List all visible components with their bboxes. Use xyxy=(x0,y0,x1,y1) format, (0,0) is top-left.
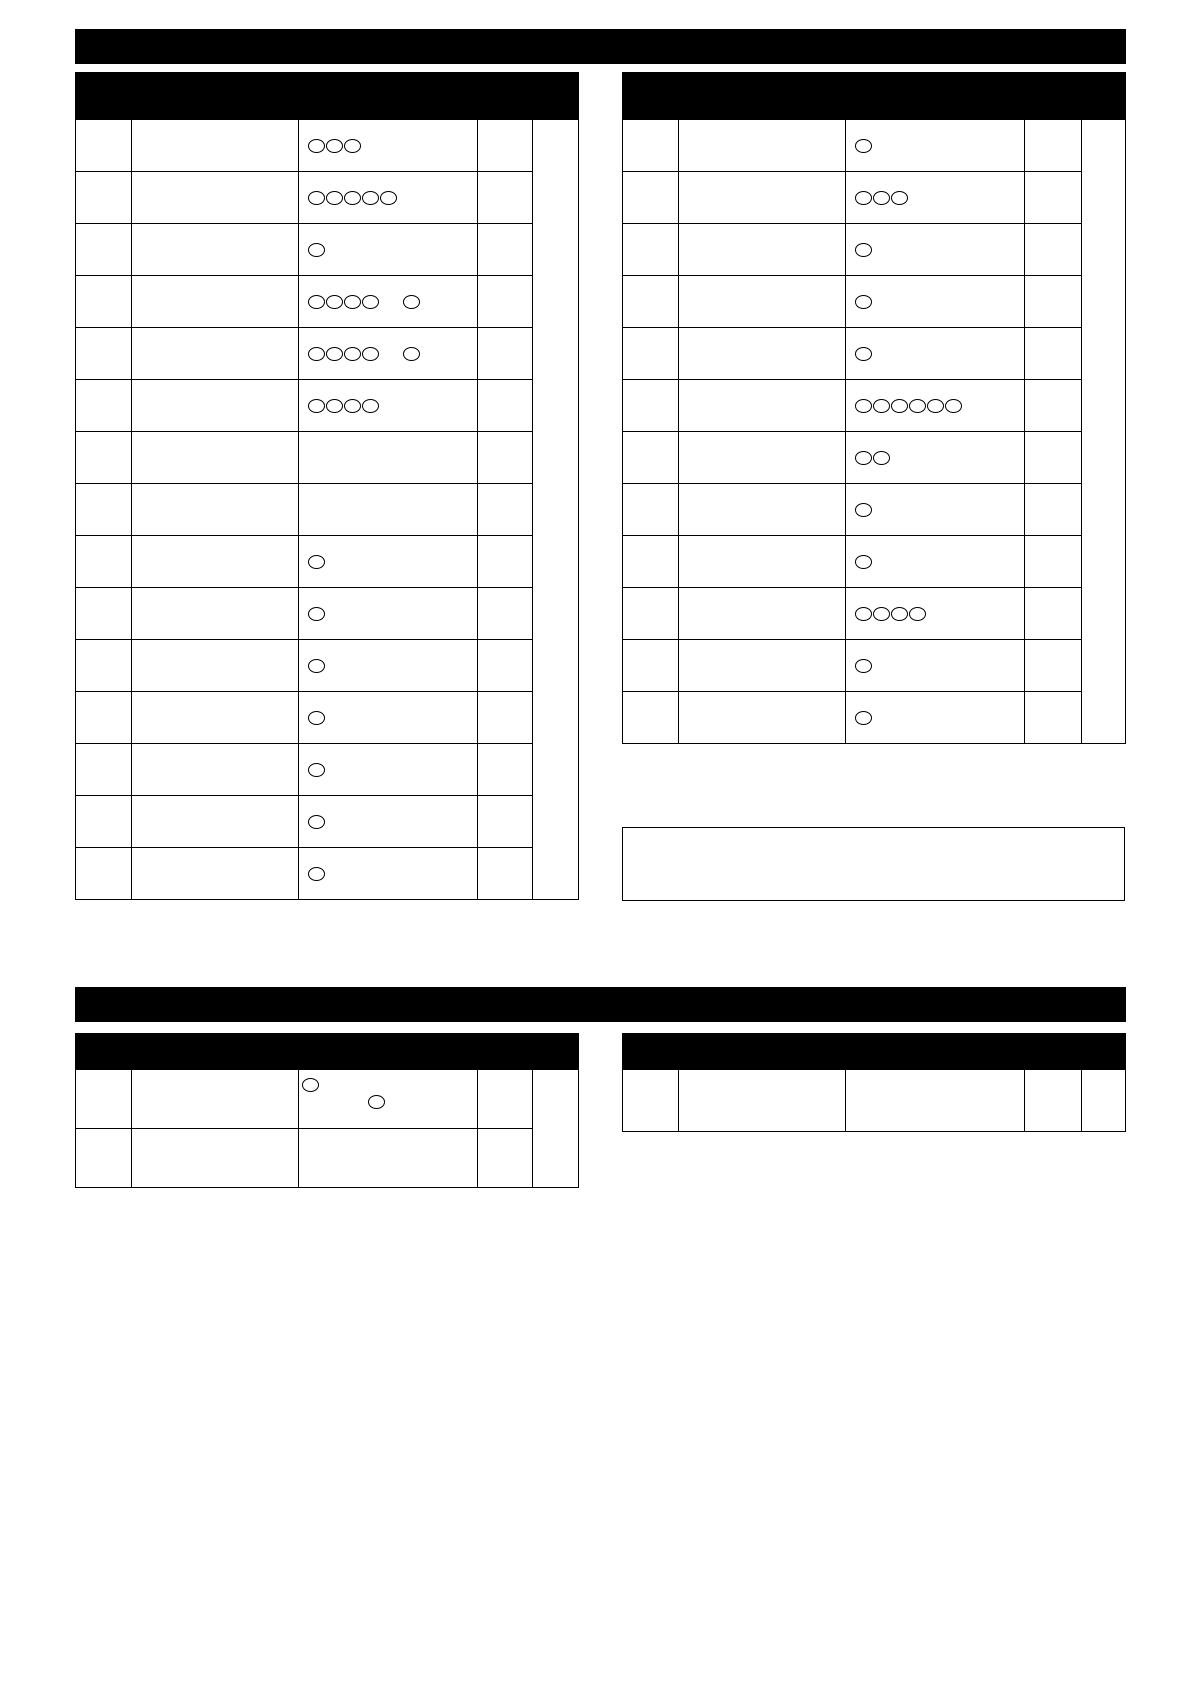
marks-cell xyxy=(846,276,1025,328)
value-cell xyxy=(478,536,533,588)
header-cell xyxy=(1025,73,1082,120)
number-cell xyxy=(76,328,132,380)
circle-mark-icon xyxy=(308,607,325,621)
table-row xyxy=(623,172,1126,224)
circle-mark-icon xyxy=(344,399,361,413)
value-cell xyxy=(478,120,533,172)
table-header-row xyxy=(76,1034,579,1070)
marks-cell xyxy=(299,120,478,172)
header-cell xyxy=(299,1034,478,1070)
number-cell xyxy=(76,744,132,796)
header-cell xyxy=(76,73,132,120)
merged-cell xyxy=(533,120,579,900)
section-2-right-table xyxy=(622,1033,1126,1132)
header-cell xyxy=(533,73,579,120)
item-cell xyxy=(679,120,846,172)
circle-mark-icon xyxy=(326,139,343,153)
marks-cell xyxy=(846,380,1025,432)
circle-mark-icon xyxy=(909,607,926,621)
value-cell xyxy=(1025,380,1082,432)
circle-mark-icon xyxy=(855,555,872,569)
table-row xyxy=(76,640,579,692)
number-cell xyxy=(76,536,132,588)
table-row xyxy=(623,276,1126,328)
circle-mark-icon xyxy=(308,815,325,829)
value-cell xyxy=(478,484,533,536)
item-cell xyxy=(132,172,299,224)
marks-cell xyxy=(846,692,1025,744)
number-cell xyxy=(623,380,679,432)
number-cell xyxy=(76,276,132,328)
number-cell xyxy=(623,224,679,276)
value-cell xyxy=(478,432,533,484)
item-cell xyxy=(679,172,846,224)
table-row xyxy=(623,432,1126,484)
item-cell xyxy=(679,536,846,588)
number-cell xyxy=(623,276,679,328)
table-row xyxy=(76,796,579,848)
number-cell xyxy=(623,1070,679,1132)
header-cell xyxy=(132,1034,299,1070)
number-cell xyxy=(623,172,679,224)
circle-mark-icon xyxy=(855,659,872,673)
value-cell xyxy=(1025,1070,1082,1132)
number-cell xyxy=(76,224,132,276)
header-cell xyxy=(1025,1034,1082,1070)
marks-cell xyxy=(299,692,478,744)
circle-mark-icon xyxy=(344,347,361,361)
value-cell xyxy=(1025,692,1082,744)
circle-mark-icon xyxy=(855,503,872,517)
section-1-right-table xyxy=(622,72,1126,744)
header-cell xyxy=(299,73,478,120)
marks-cell xyxy=(299,1129,478,1188)
marks-group xyxy=(299,243,477,257)
marks-group xyxy=(299,711,477,725)
table-header-row xyxy=(76,73,579,120)
circle-mark-icon xyxy=(855,399,872,413)
value-cell xyxy=(478,640,533,692)
circle-mark-icon xyxy=(308,295,325,309)
table-row xyxy=(623,640,1126,692)
value-cell xyxy=(478,224,533,276)
extra-cell xyxy=(1082,1070,1126,1132)
item-cell xyxy=(679,1070,846,1132)
header-cell xyxy=(478,1034,533,1070)
table-row xyxy=(76,1129,579,1188)
item-cell xyxy=(132,484,299,536)
value-cell xyxy=(1025,484,1082,536)
header-cell xyxy=(623,1034,679,1070)
marks-group xyxy=(299,139,477,153)
marks-group xyxy=(299,815,477,829)
marks-group xyxy=(846,555,1024,569)
header-cell xyxy=(478,73,533,120)
circle-mark-icon xyxy=(873,607,890,621)
circle-mark-icon xyxy=(308,139,325,153)
table-row xyxy=(76,848,579,900)
number-cell xyxy=(76,692,132,744)
marks-group xyxy=(846,399,1024,413)
table-row xyxy=(76,432,579,484)
table-row xyxy=(76,224,579,276)
circle-mark-icon xyxy=(362,295,379,309)
marks-group xyxy=(299,763,477,777)
item-cell xyxy=(679,432,846,484)
item-cell xyxy=(132,224,299,276)
table-row xyxy=(76,484,579,536)
header-cell xyxy=(1082,73,1126,120)
marks-cell xyxy=(846,224,1025,276)
marks-cell xyxy=(299,848,478,900)
number-cell xyxy=(76,640,132,692)
item-cell xyxy=(132,744,299,796)
circle-mark-icon xyxy=(891,607,908,621)
circle-mark-icon xyxy=(362,399,379,413)
circle-mark-icon xyxy=(308,555,325,569)
item-cell xyxy=(679,224,846,276)
number-cell xyxy=(76,588,132,640)
marks-group xyxy=(846,451,1024,465)
table-row xyxy=(76,588,579,640)
circle-mark-icon xyxy=(344,191,361,205)
circle-mark-icon xyxy=(362,347,379,361)
value-cell xyxy=(1025,120,1082,172)
marks-cell xyxy=(846,640,1025,692)
value-cell xyxy=(1025,640,1082,692)
circle-mark-icon xyxy=(873,451,890,465)
item-cell xyxy=(132,120,299,172)
circle-mark-icon xyxy=(344,295,361,309)
table-row xyxy=(76,744,579,796)
table-row xyxy=(623,536,1126,588)
circle-mark-icon xyxy=(855,711,872,725)
value-cell xyxy=(478,796,533,848)
circle-mark-icon xyxy=(891,191,908,205)
value-cell xyxy=(1025,536,1082,588)
marks-group xyxy=(299,399,477,413)
value-cell xyxy=(478,744,533,796)
circle-mark-icon xyxy=(927,399,944,413)
value-cell xyxy=(1025,588,1082,640)
header-cell xyxy=(76,1034,132,1070)
table-row xyxy=(76,380,579,432)
section-1-left-table xyxy=(75,72,579,900)
number-cell xyxy=(76,848,132,900)
number-cell xyxy=(76,432,132,484)
marks-group xyxy=(299,1070,477,1128)
section-2-left-table xyxy=(75,1033,579,1188)
value-cell xyxy=(478,588,533,640)
marks-cell xyxy=(846,328,1025,380)
circle-mark-icon xyxy=(362,191,379,205)
item-cell xyxy=(132,848,299,900)
circle-mark-icon xyxy=(855,191,872,205)
value-cell xyxy=(478,328,533,380)
number-cell xyxy=(76,1129,132,1188)
number-cell xyxy=(623,120,679,172)
marks-group xyxy=(299,191,477,205)
marks-group xyxy=(299,867,477,881)
circle-mark-icon xyxy=(891,399,908,413)
circle-mark-icon xyxy=(855,607,872,621)
table-row xyxy=(623,484,1126,536)
value-cell xyxy=(1025,224,1082,276)
number-cell xyxy=(623,640,679,692)
item-cell xyxy=(132,536,299,588)
item-cell xyxy=(679,588,846,640)
table-row xyxy=(623,224,1126,276)
marks-cell xyxy=(846,432,1025,484)
circle-mark-icon xyxy=(403,347,420,361)
marks-group xyxy=(846,347,1024,361)
item-cell xyxy=(679,484,846,536)
table-row xyxy=(76,172,579,224)
table-row xyxy=(76,120,579,172)
table-header-row xyxy=(623,1034,1126,1070)
circle-mark-icon xyxy=(308,659,325,673)
item-cell xyxy=(679,692,846,744)
marks-group xyxy=(846,659,1024,673)
marks-cell xyxy=(299,380,478,432)
item-cell xyxy=(132,432,299,484)
number-cell xyxy=(76,172,132,224)
item-cell xyxy=(132,796,299,848)
value-cell xyxy=(478,692,533,744)
item-cell xyxy=(679,276,846,328)
header-cell xyxy=(623,73,679,120)
circle-mark-icon xyxy=(873,191,890,205)
item-cell xyxy=(132,380,299,432)
marks-cell xyxy=(299,536,478,588)
circle-mark-icon xyxy=(308,763,325,777)
marks-cell xyxy=(846,536,1025,588)
marks-cell xyxy=(299,432,478,484)
circle-mark-icon xyxy=(308,347,325,361)
marks-cell xyxy=(846,1070,1025,1132)
marks-cell xyxy=(299,172,478,224)
value-cell xyxy=(478,276,533,328)
marks-group xyxy=(846,503,1024,517)
value-cell xyxy=(478,1129,533,1188)
number-cell xyxy=(76,380,132,432)
circle-mark-icon xyxy=(368,1095,385,1109)
merged-cell xyxy=(1082,120,1126,744)
item-cell xyxy=(132,328,299,380)
merged-cell xyxy=(533,1070,579,1188)
table-row xyxy=(623,588,1126,640)
circle-mark-icon xyxy=(403,295,420,309)
circle-mark-icon xyxy=(326,347,343,361)
number-cell xyxy=(623,328,679,380)
header-cell xyxy=(846,73,1025,120)
circle-mark-icon xyxy=(855,243,872,257)
circle-mark-icon xyxy=(302,1078,319,1092)
marks-cell xyxy=(299,1070,478,1129)
section-1-header-bar xyxy=(75,29,1126,64)
table-header-row xyxy=(623,73,1126,120)
circle-mark-icon xyxy=(308,867,325,881)
circle-mark-icon xyxy=(308,191,325,205)
value-cell xyxy=(478,172,533,224)
marks-group xyxy=(299,555,477,569)
table-row xyxy=(76,328,579,380)
circle-mark-icon xyxy=(380,191,397,205)
number-cell xyxy=(623,536,679,588)
item-cell xyxy=(679,640,846,692)
value-cell xyxy=(478,380,533,432)
header-cell xyxy=(533,1034,579,1070)
table-row xyxy=(623,380,1126,432)
value-cell xyxy=(1025,432,1082,484)
circle-mark-icon xyxy=(855,295,872,309)
header-cell xyxy=(1082,1034,1126,1070)
number-cell xyxy=(623,432,679,484)
header-cell xyxy=(679,73,846,120)
marks-group xyxy=(299,295,477,309)
circle-mark-icon xyxy=(308,711,325,725)
marks-group xyxy=(846,607,1024,621)
marks-cell xyxy=(299,588,478,640)
number-cell xyxy=(76,484,132,536)
marks-group xyxy=(846,295,1024,309)
marks-cell xyxy=(299,796,478,848)
item-cell xyxy=(132,276,299,328)
marks-cell xyxy=(299,744,478,796)
table-row xyxy=(623,1070,1126,1132)
circle-mark-icon xyxy=(873,399,890,413)
number-cell xyxy=(623,588,679,640)
item-cell xyxy=(132,588,299,640)
note-box xyxy=(622,827,1125,901)
circle-mark-icon xyxy=(326,295,343,309)
table-row xyxy=(76,536,579,588)
circle-mark-icon xyxy=(308,243,325,257)
marks-group xyxy=(846,191,1024,205)
table-row xyxy=(623,328,1126,380)
marks-group xyxy=(299,659,477,673)
item-cell xyxy=(132,1129,299,1188)
value-cell xyxy=(478,848,533,900)
item-cell xyxy=(679,328,846,380)
table-row xyxy=(76,692,579,744)
circle-mark-icon xyxy=(308,399,325,413)
circle-mark-icon xyxy=(855,347,872,361)
marks-group xyxy=(846,243,1024,257)
marks-cell xyxy=(846,120,1025,172)
circle-mark-icon xyxy=(855,451,872,465)
item-cell xyxy=(132,640,299,692)
circle-mark-icon xyxy=(945,399,962,413)
value-cell xyxy=(1025,328,1082,380)
marks-cell xyxy=(846,172,1025,224)
marks-cell xyxy=(299,328,478,380)
circle-mark-icon xyxy=(909,399,926,413)
table-row xyxy=(76,1070,579,1129)
circle-mark-icon xyxy=(855,139,872,153)
marks-group xyxy=(299,347,477,361)
header-cell xyxy=(132,73,299,120)
marks-cell xyxy=(299,640,478,692)
value-cell xyxy=(1025,172,1082,224)
marks-cell xyxy=(299,484,478,536)
section-2-header-bar xyxy=(75,987,1126,1022)
marks-cell xyxy=(299,276,478,328)
circle-mark-icon xyxy=(344,139,361,153)
number-cell xyxy=(76,1070,132,1129)
value-cell xyxy=(1025,276,1082,328)
number-cell xyxy=(623,692,679,744)
circle-mark-icon xyxy=(326,399,343,413)
marks-cell xyxy=(299,224,478,276)
number-cell xyxy=(623,484,679,536)
item-cell xyxy=(679,380,846,432)
item-cell xyxy=(132,1070,299,1129)
table-row xyxy=(623,120,1126,172)
marks-group xyxy=(846,139,1024,153)
header-cell xyxy=(846,1034,1025,1070)
marks-group xyxy=(846,711,1024,725)
value-cell xyxy=(478,1070,533,1129)
number-cell xyxy=(76,120,132,172)
table-row xyxy=(76,276,579,328)
item-cell xyxy=(132,692,299,744)
marks-group xyxy=(299,607,477,621)
number-cell xyxy=(76,796,132,848)
header-cell xyxy=(679,1034,846,1070)
table-row xyxy=(623,692,1126,744)
circle-mark-icon xyxy=(326,191,343,205)
marks-cell xyxy=(846,484,1025,536)
marks-cell xyxy=(846,588,1025,640)
